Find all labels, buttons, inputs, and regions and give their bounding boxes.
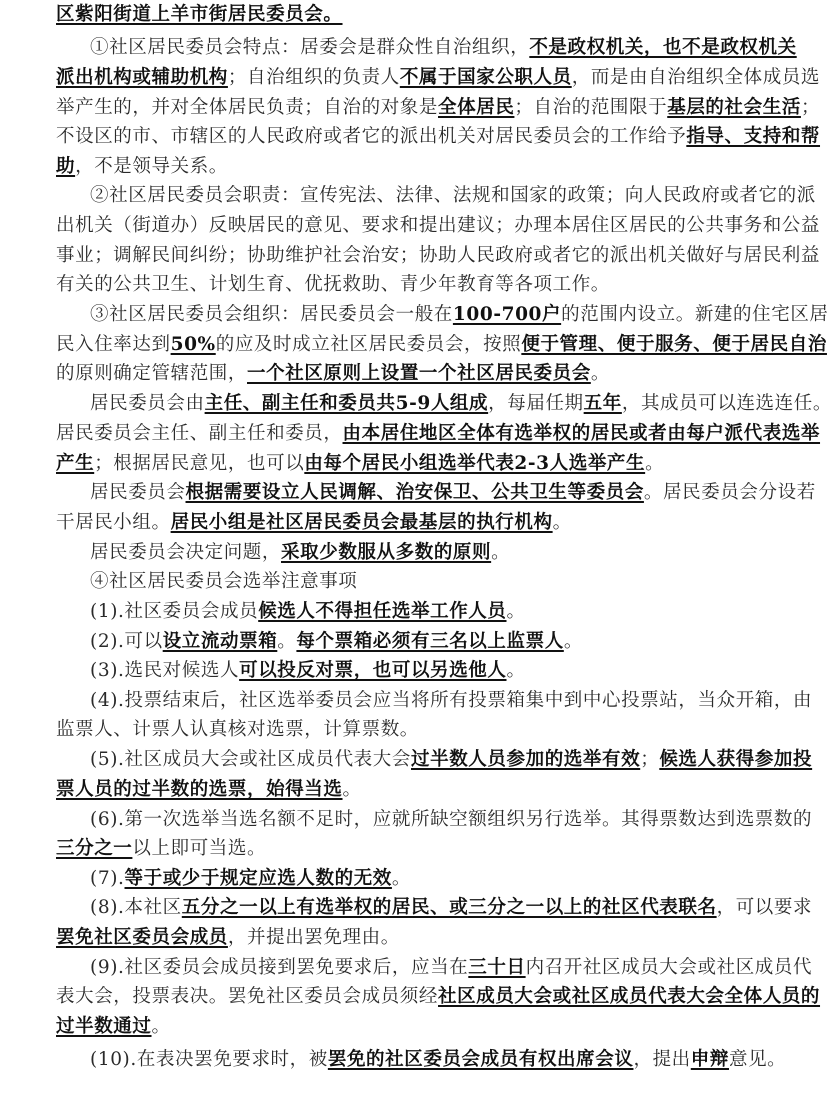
body-text: (6).第一次选举当选名额不足时，应就所缺空额组织另行选举。其得票数达到选票数的	[90, 809, 813, 830]
emphasized-text: 由本居住地区全体有选举权的居民或者由每户派代表选举	[342, 423, 821, 444]
text-line	[56, 270, 786, 300]
text-line	[90, 389, 832, 419]
body-text: ；	[800, 97, 821, 118]
body-text: (5).社区成员大会或社区成员代表大会	[90, 749, 411, 770]
text-line	[56, 122, 821, 152]
text-line	[90, 567, 786, 597]
emphasized-text: 罢免社区委员会成员	[56, 927, 228, 948]
body-text: 监票人、计票人认真核对选票，计算票数。	[56, 719, 419, 740]
text-line	[56, 211, 821, 241]
body-text: ；根据居民意见，也可以	[94, 453, 305, 474]
body-text: 居民委员会	[90, 482, 186, 503]
body-text: 有关的公共卫生、计划生育、优抚救助、青少年教育等各项工作。	[56, 274, 610, 295]
emphasized-text: 助	[56, 156, 76, 177]
text-line	[90, 953, 813, 983]
text-line	[56, 923, 786, 953]
emphasized-text: 全体居民	[438, 97, 515, 118]
emphasized-text: 社区成员大会或社区成员代表大会全体人员的	[438, 986, 821, 1007]
text-line	[90, 686, 813, 716]
emphasized-text: 基层的社会生活	[667, 97, 801, 118]
body-text: 。	[506, 601, 526, 622]
emphasized-text: 设立流动票箱	[162, 631, 278, 652]
emphasized-text: 不是政权机关，也不是政权机关	[529, 37, 797, 58]
body-text: 居民委员会由	[90, 393, 205, 414]
body-text: 表大会，投票表决。罢免社区委员会成员须经	[56, 986, 439, 1007]
body-text: ①社区居民委员会特点：居委会是群众性自治组织，	[90, 37, 530, 58]
emphasized-text: 每个票箱必须有三名以上监票人	[296, 631, 564, 652]
text-line	[56, 715, 786, 745]
body-text: (4).投票结束后，社区选举委员会应当将所有投票箱集中到中心投票站，当众开箱，由	[90, 690, 813, 711]
body-text: 不设区的市、市辖区的人民政府或者它的派出机关对居民委员会的工作给予	[56, 126, 687, 147]
body-text: (10).在表决罢免要求时，被	[90, 1049, 328, 1070]
body-text: ；自治的范围限于	[514, 97, 668, 118]
text-line	[56, 508, 786, 538]
body-text: ，每届任期	[488, 393, 584, 414]
text-line	[56, 0, 786, 30]
emphasized-text: 产生	[56, 453, 95, 474]
emphasized-text: 票人员的过半数的选票，始得当选	[56, 779, 343, 800]
body-text: 举产生的，并对全体居民负责；自治的对象是	[56, 97, 439, 118]
text-line	[56, 449, 786, 479]
body-text: ④社区居民委员会选举注意事项	[90, 571, 358, 592]
emphasized-text: 候选人获得参加投	[659, 749, 813, 770]
body-text: ②社区居民委员会职责：宣传宪法、法律、法规和国家的政策；向人民政府或者它的派	[90, 185, 816, 206]
text-line	[90, 864, 786, 894]
body-text: 。	[151, 1016, 171, 1037]
emphasized-text: 申辩	[690, 1049, 729, 1070]
emphasized-text: 五分之一以上有选举权的居民、或三分之一以上的社区代表联名	[181, 897, 717, 918]
emphasized-text: 指导、支持和帮	[686, 126, 821, 147]
emphasized-text: 等于或少于规定应选人数的无效	[124, 868, 392, 889]
body-text: ；	[640, 749, 660, 770]
text-line	[56, 93, 821, 123]
body-text: (7).	[90, 868, 125, 889]
body-text: 。	[590, 363, 610, 384]
emphasized-text: 罢免的社区委员会成员有权出席会议	[327, 1049, 634, 1070]
text-line	[90, 656, 786, 686]
emphasized-text: 主任、副主任和委员共5-9人组成	[204, 393, 489, 414]
body-text: (2).可以	[90, 631, 163, 652]
emphasized-text: 过半数人员参加的选举有效	[411, 749, 641, 770]
emphasized-text: 不属于国家公职人员	[399, 67, 572, 88]
text-line	[56, 152, 786, 182]
body-text: 以上即可当选。	[132, 838, 267, 859]
emphasized-text: 候选人不得担任选举工作人员	[258, 601, 507, 622]
text-line	[56, 419, 821, 449]
text-line	[56, 834, 786, 864]
emphasized-text: 根据需要设立人民调解、治安保卫、公共卫生等委员会	[185, 482, 644, 503]
text-line	[90, 893, 813, 923]
text-line	[56, 63, 821, 93]
body-text: ，而是由自治组织全体成员选	[571, 67, 821, 88]
emphasized-text: 100-700户	[452, 304, 562, 325]
text-line	[90, 300, 829, 330]
emphasized-text: 三十日	[468, 957, 526, 978]
body-text: (8).本社区	[90, 897, 182, 918]
body-text: ③社区居民委员会组织：居民委员会一般在	[90, 304, 453, 325]
body-text: (3).选民对候选人	[90, 660, 240, 681]
text-line	[90, 745, 813, 775]
emphasized-text: 区紫阳街道上羊市街居民委员会。	[56, 4, 343, 25]
body-text: 。	[563, 631, 583, 652]
body-text: 的范围内设立。新建的住宅区居	[561, 304, 829, 325]
emphasized-text: 50%	[170, 334, 216, 355]
body-text: 。	[645, 453, 665, 474]
text-line	[56, 982, 821, 1012]
body-text: (1).社区委员会成员	[90, 601, 259, 622]
text-line	[56, 359, 786, 389]
body-text: 。	[391, 868, 412, 889]
text-line	[56, 1012, 786, 1042]
text-line	[90, 1045, 786, 1075]
body-text: 出机关（街道办）反映居民的意见、要求和提出建议；办理本居住区居民的公共事务和公益	[56, 215, 821, 236]
body-text: ，并提出罢免理由。	[227, 927, 400, 948]
body-text: 内召开社区成员大会或社区成员代	[525, 957, 813, 978]
body-text: 。	[277, 631, 297, 652]
text-line	[90, 627, 786, 657]
body-text: 民入住率达到	[56, 334, 171, 355]
body-text: 。	[506, 660, 526, 681]
text-line	[56, 330, 827, 360]
text-line	[90, 478, 816, 508]
body-text: ，不是领导关系。	[75, 156, 228, 177]
body-text: 居民委员会主任、副主任和委员，	[56, 423, 343, 444]
body-text: ；自治组织的负责人	[227, 67, 400, 88]
body-text: 。居民委员会分设若	[643, 482, 816, 503]
emphasized-text: 过半数通过	[56, 1016, 152, 1037]
body-text: 。	[491, 542, 511, 563]
text-line	[90, 33, 797, 63]
body-text: 的原则确定管辖范围，	[56, 363, 248, 384]
body-text: 的应及时成立社区居民委员会，按照	[215, 334, 522, 355]
body-text: 。	[342, 779, 362, 800]
text-line	[56, 775, 786, 805]
emphasized-text: 三分之一	[56, 838, 133, 859]
text-line	[90, 538, 786, 568]
body-text: 意见。	[728, 1049, 787, 1070]
text-line	[56, 241, 821, 271]
emphasized-text: 可以投反对票，也可以另选他人	[239, 660, 507, 681]
emphasized-text: 派出机构或辅助机构	[56, 67, 228, 88]
text-line	[90, 597, 786, 627]
emphasized-text: 采取少数服从多数的原则	[281, 542, 492, 563]
body-text: ，提出	[633, 1049, 691, 1070]
body-text: 干居民小组。	[56, 512, 171, 533]
emphasized-text: 五年	[583, 393, 622, 414]
text-line	[90, 805, 813, 835]
body-text: 。	[552, 512, 572, 533]
text-line	[90, 181, 816, 211]
emphasized-text: 居民小组是社区居民委员会最基层的执行机构	[170, 512, 553, 533]
emphasized-text: 便于管理、便于服务、便于居民自治	[521, 334, 827, 355]
emphasized-text: 由每个居民小组选举代表2-3人选举产生	[304, 453, 646, 474]
body-text: (9).社区委员会成员接到罢免要求后，应当在	[90, 957, 469, 978]
emphasized-text: 一个社区原则上设置一个社区居民委员会	[247, 363, 591, 384]
body-text: 居民委员会决定问题，	[90, 542, 282, 563]
body-text: ，可以要求	[716, 897, 813, 918]
body-text: 事业；调解民间纠纷；协助维护社会治安；协助人民政府或者它的派出机关做好与居民利益	[56, 245, 821, 266]
body-text: ，其成员可以连选连任。	[621, 393, 832, 414]
